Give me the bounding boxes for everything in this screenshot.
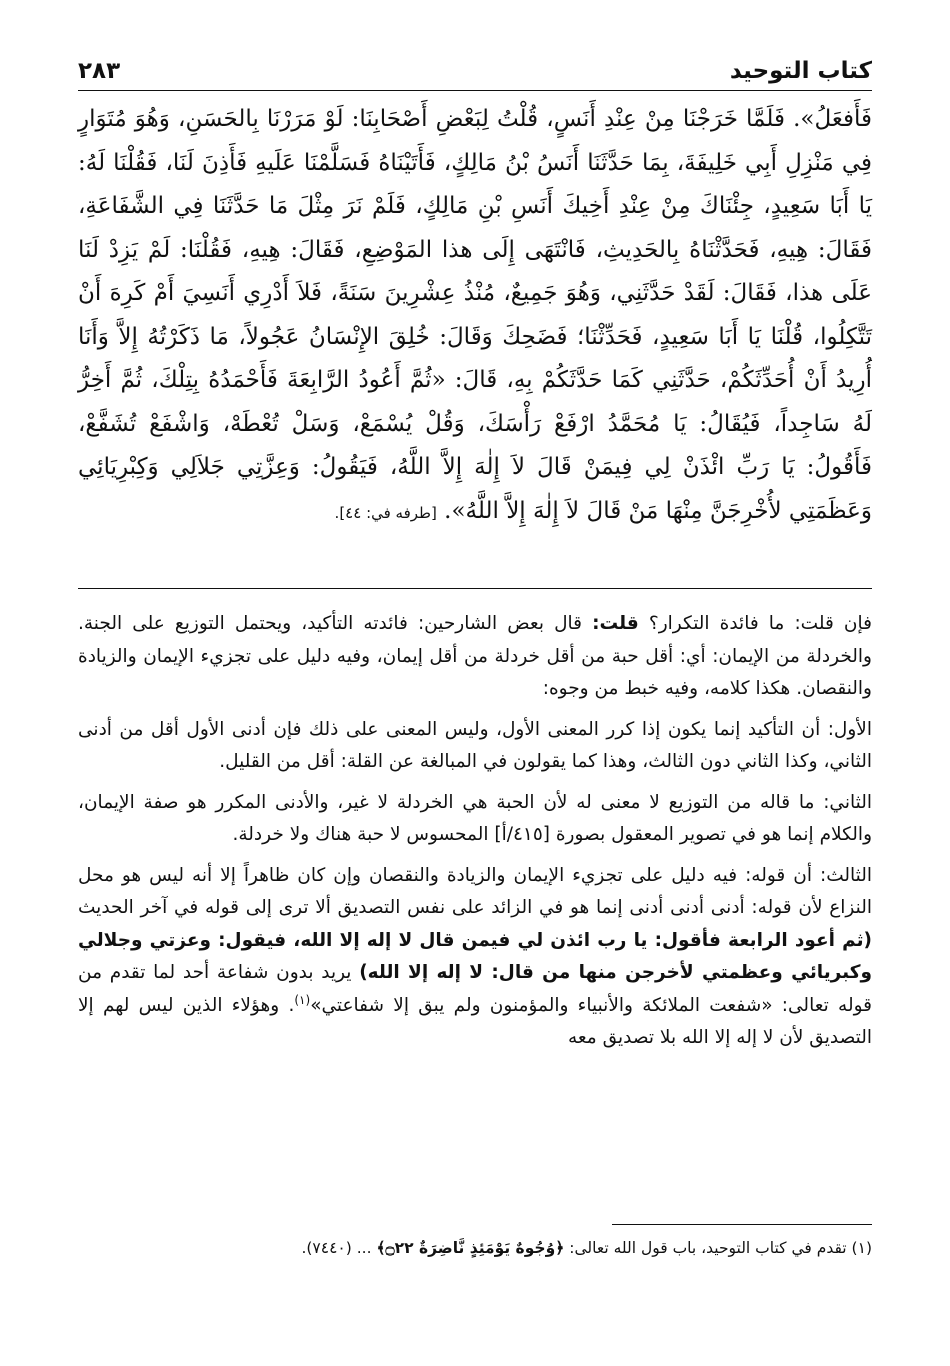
- commentary-block: [78, 608, 872, 1063]
- footnote-reference[interactable]: (١): [294, 992, 311, 1007]
- taraf-reference: [طرفه في: ٤٤].: [334, 503, 437, 522]
- book-title: كتاب التوحيد: [729, 58, 872, 84]
- commentary-paragraph-4: [78, 860, 872, 1055]
- footnote-ref: ... (٧٤٤٠).: [301, 1239, 372, 1257]
- footnote-text: تقدم في كتاب التوحيد، باب قول الله تعالى:: [569, 1239, 847, 1257]
- commentary-label: قلت:: [592, 613, 639, 634]
- header-divider: [78, 90, 872, 91]
- hadith-text-block: [78, 98, 872, 535]
- commentary-text: يريد بدون شفاعة أحد لما تقدم من قوله تعالى: «شفعت الملائكة والأنبياء والمؤمنون ولم يبق إلا شفاعتي»: [78, 962, 872, 1016]
- footnote-divider: [612, 1224, 872, 1225]
- commentary-text: فإن قلت: ما فائدة التكرار؟: [648, 613, 872, 634]
- hadith-paragraph: [78, 98, 872, 535]
- section-divider: [78, 588, 872, 589]
- commentary-text: . وهؤلاء الذين ليس لهم إلا التصديق لأن لا إله إلا الله بلا تصديق معه: [78, 994, 872, 1048]
- page-header: [78, 44, 872, 84]
- page-number: ٢٨٣: [78, 58, 121, 84]
- commentary-text: قال بعض الشارحين: فائدته التأكيد، ويحتمل التوزيع على الجنة. والخردلة من الإيمان: أي: أقل حبة من أقل خردلة من أقل إيمان، وفيه دليل على تجزيء الإيمان والزيادة والنقصان. هكذا كلامه، وفيه خبط من وجوه:: [78, 613, 872, 699]
- commentary-text: الثالث: أن قوله: فيه دليل على تجزيء الإيمان والزيادة والنقصان وإن كان ظاهراً إلا أنه ليس هو محل النزاع لأن قوله: أدنى أدنى أدنى إنما هو في الزائد على نفس التصديق ألا ترى إلى قوله في آخر الحديث: [78, 864, 872, 918]
- footnote: [78, 1234, 872, 1262]
- footnote-number: (١): [851, 1239, 872, 1257]
- commentary-paragraph-2: الأول: أن التأكيد إنما يكون إذا كرر المعنى الأول، وليس المعنى على ذلك فإن أدنى الأول أقل من أدنى الثاني، وكذا الثاني دون الثالث، وهذا كما يقولون في المبالغة عن القلة: أقل من القليل.: [78, 718, 872, 772]
- footnote-quote: ﴿وُجُوهٌ يَوْمَئِذٍ نَّاضِرَةٌ ۝٢٢﴾: [376, 1239, 565, 1257]
- commentary-quote: (ثم أعود الرابعة فأقول: يا رب ائذن لي فيمن قال لا إله إلا الله، فيقول: وعزتي وجلالي وكبريائي وعظمتي لأخرجن منها من قال: لا إله إلا الله): [78, 929, 872, 983]
- commentary-paragraph-3: الثاني: ما قاله من التوزيع لا معنى له لأن الحبة هي الخردلة لا غير، والأدنى المكرر هو صفة الإيمان، والكلام إنما هو في تصوير المعقول بصورة [٤١٥/أ] المحسوس لا حبة هناك ولا خردلة.: [78, 791, 872, 845]
- hadith-text: فَأَفعَلُ». فَلَمَّا خَرَجْنَا مِنْ عِنْدِ أَنَسٍ، قُلْتُ لِبَعْضِ أَصْحَابِنَا: لَوْ مَرَرْنَا بِالحَسَنِ، وَهُوَ مُتَوَارٍ فِي مَنْزِلِ أَبِي خَلِيفَةَ، بِمَا حَدَّثَنَا أَنَسُ بْنُ مَالِكٍ، فَأَتَيْنَاهُ فَسَلَّمْنَا عَلَيهِ فَأَذِنَ لَنَا، فَقُلْنَا لَهُ: يَا أَبَا سَعِيدٍ، جِئْنَاكَ مِنْ عِنْدِ أَخِيكَ أَنَسِ بْنِ مَالِكٍ، فَلَمْ نَرَ مِثْلَ مَا حَدَّثَنَا فِي الشَّفَاعَةِ، فَقَالَ: هِيهِ، فَحَدَّثْنَاهُ بِالحَدِيثِ، فَانْتَهَى إِلَى هذا المَوْضِعِ، فَقَالَ: هِيهِ، فَقُلْنَا: لَمْ يَزِدْ لَنَا عَلَى هذا، فَقَالَ: لَقَدْ حَدَّثَنِي، وَهُوَ جَمِيعٌ، مُنْذُ عِشْرِينَ سَنَةً، فَلاَ أَدْرِي أَنَسِيَ أَمْ كَرِهَ أَنْ تَتَّكِلُوا، قُلْنَا يَا أَبَا سَعِيدٍ، فَحَدِّثْنَا؛ فَضَحِكَ وَقَالَ: خُلِقَ الإِنْسَانُ عَجُولاً، مَا ذَكَرْتُهُ إِلاَّ وَأَنَا أُرِيدُ أَنْ أُحَدِّثَكُمْ، حَدَّثَنِي كَمَا حَدَّثَكُمْ بِهِ، قَالَ: «ثُمَّ أَعُودُ الرَّابِعَةَ فَأَحْمَدُهُ بِتِلْكَ، ثُمَّ أَخِرُّ لَهُ سَاجِداً، فَيُقَالُ: يَا مُحَمَّدُ ارْفَعْ رَأْسَكَ، وَقُلْ يُسْمَعْ، وَسَلْ تُعْطَهْ، وَاشْفَعْ تُشَفَّعْ، فَأَقُولُ: يَا رَبِّ ائْذَنْ لِي فِيمَنْ قَالَ لاَ إِلٰهَ إِلاَّ اللَّهُ، فَيَقُولُ: وَعِزَّتِي جَلاَلِي وَكِبْرِيَائِي وَعَظَمَتِي لأُخْرِجَنَّ مِنْهَا مَنْ قَالَ لاَ إِلٰهَ إِلاَّ اللَّهُ».: [78, 106, 872, 524]
- commentary-paragraph-1: [78, 608, 872, 706]
